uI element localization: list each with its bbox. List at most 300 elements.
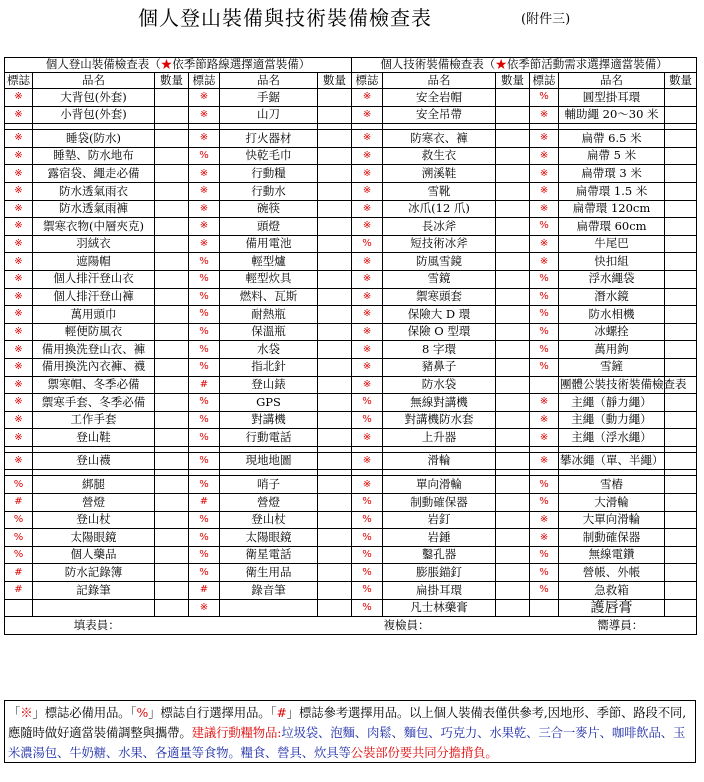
item-name: 圓型掛耳環 [559, 89, 665, 107]
item-name: 防水透氣雨褲 [33, 200, 155, 218]
mark-cell: ※ [5, 306, 33, 324]
mark-cell: ※ [352, 106, 383, 124]
item-name: 豬鼻子 [383, 358, 496, 376]
header-row [5, 73, 697, 89]
item-name: 衛生用品 [220, 564, 318, 582]
quantity-cell [318, 235, 352, 253]
item-name: 營燈 [220, 494, 318, 512]
item-name: 大背包(外套) [33, 89, 155, 107]
column-header: 標誌 [189, 73, 220, 89]
item-name: 快扣組 [559, 253, 665, 271]
column-header: 品名 [559, 73, 665, 89]
item-name: 牛尾巴 [559, 235, 665, 253]
mark-cell: % [5, 546, 33, 564]
shared-gear-note: 公裝部份要共同分擔揹負。 [350, 745, 498, 760]
quantity-cell [155, 476, 189, 494]
quantity-cell [155, 429, 189, 447]
quantity-cell [155, 106, 189, 124]
item-name: 登山杖 [220, 511, 318, 529]
mark-cell: % [189, 341, 220, 359]
mark-cell: ※ [352, 218, 383, 236]
left-section-title [5, 58, 352, 73]
mark-cell: % [352, 529, 383, 547]
mark-cell: # [189, 376, 220, 394]
mark-cell: ※ [530, 411, 559, 429]
mark-cell: # [5, 494, 33, 512]
mark-cell [5, 599, 33, 617]
item-name: 冰螺拴 [559, 323, 665, 341]
checklist-table [4, 57, 697, 635]
quantity-cell [665, 582, 697, 600]
item-name: 安全吊帶 [383, 106, 496, 124]
column-header: 標誌 [352, 73, 383, 89]
item-name: 制動確保器 [383, 494, 496, 512]
mark-cell: % [530, 89, 559, 107]
column-header: 標誌 [530, 73, 559, 89]
table-row [5, 147, 697, 165]
quantity-cell [665, 494, 697, 512]
mark-cell: ※ [189, 130, 220, 148]
item-name: 防水相機 [559, 306, 665, 324]
quantity-cell [496, 494, 530, 512]
filler-signature: 填表員： [5, 617, 189, 635]
mark-cell: ※ [530, 529, 559, 547]
quantity-cell [665, 564, 697, 582]
mark-cell: ※ [530, 106, 559, 124]
quantity-cell [155, 341, 189, 359]
quantity-cell [318, 452, 352, 470]
quantity-cell [155, 130, 189, 148]
item-name: 禦寒頭套 [383, 288, 496, 306]
mark-cell: % [352, 411, 383, 429]
mark-cell: ※ [530, 429, 559, 447]
mark-cell: ※ [352, 476, 383, 494]
table-row [5, 306, 697, 324]
quantity-cell [496, 599, 530, 617]
mark-cell: ※ [352, 323, 383, 341]
item-name: 對講機防水套 [383, 411, 496, 429]
mark-cell: ※ [530, 200, 559, 218]
mark-cell: % [5, 529, 33, 547]
mark-cell: ※ [352, 376, 383, 394]
title-bar [0, 2, 704, 32]
attachment-label: (附件三) [521, 12, 571, 27]
item-name: 登山鞋 [33, 429, 155, 447]
mark-cell: ※ [352, 306, 383, 324]
section-title-text: 個人登山裝備檢查表（ [45, 57, 161, 72]
mark-cell: % [189, 358, 220, 376]
quantity-cell [496, 358, 530, 376]
quantity-cell [318, 106, 352, 124]
item-name: 8 字環 [383, 341, 496, 359]
item-name: 制動確保器 [559, 529, 665, 547]
item-name: 輔助繩 20～30 米 [559, 106, 665, 124]
table-row [5, 476, 697, 494]
table-row [5, 89, 697, 107]
quantity-cell [155, 511, 189, 529]
quantity-cell [155, 323, 189, 341]
mark-cell: ※ [352, 288, 383, 306]
table-row [5, 358, 697, 376]
table-row [5, 511, 697, 529]
mark-cell: % [530, 323, 559, 341]
quantity-cell [665, 235, 697, 253]
section-title-text: 個人技術裝備檢查表（ [380, 57, 496, 72]
item-name: 主繩（浮水繩） [559, 429, 665, 447]
item-name: 上升器 [383, 429, 496, 447]
item-name: 扁帶 5 米 [559, 147, 665, 165]
mark-cell: ※ [5, 270, 33, 288]
item-name: 滑輪 [383, 452, 496, 470]
mark-cell: % [189, 411, 220, 429]
mark-cell: % [352, 546, 383, 564]
mark-cell: % [352, 599, 383, 617]
quantity-cell [318, 546, 352, 564]
mark-cell: ※ [5, 358, 33, 376]
item-name: 登山襪 [33, 452, 155, 470]
table-row [5, 564, 697, 582]
required-mark: ※ [20, 705, 33, 720]
mark-cell: ※ [5, 182, 33, 200]
quantity-cell [496, 411, 530, 429]
note-text: 」標誌參考選擇用品。以上個人裝備表僅供參考,因地形、季節、路段不同,應隨時做好適當裝備調整與攜帶。 [8, 705, 687, 740]
table-row [5, 529, 697, 547]
item-name: 耐熱瓶 [220, 306, 318, 324]
mark-cell: ※ [530, 182, 559, 200]
table-row [5, 394, 697, 412]
mark-cell: % [352, 511, 383, 529]
quantity-cell [665, 452, 697, 470]
mark-cell: ※ [5, 218, 33, 236]
quantity-cell [318, 394, 352, 412]
quantity-cell [496, 529, 530, 547]
item-name: 營燈 [33, 494, 155, 512]
quantity-cell [318, 529, 352, 547]
mark-cell: ※ [5, 147, 33, 165]
legend-notes [4, 700, 696, 763]
item-name: 個人排汗登山褲 [33, 288, 155, 306]
mark-cell: # [5, 564, 33, 582]
quantity-cell [496, 106, 530, 124]
mark-cell: ※ [5, 376, 33, 394]
quantity-cell [665, 599, 697, 617]
quantity-cell [155, 270, 189, 288]
quantity-cell [318, 494, 352, 512]
mark-cell: ※ [352, 182, 383, 200]
quantity-cell [496, 182, 530, 200]
quantity-cell [155, 494, 189, 512]
quantity-cell [155, 599, 189, 617]
quantity-cell [496, 376, 530, 394]
quantity-cell [665, 270, 697, 288]
mark-cell: % [189, 511, 220, 529]
mark-cell [530, 599, 559, 617]
item-name: 快乾毛巾 [220, 147, 318, 165]
quantity-cell [155, 235, 189, 253]
section-title-row [5, 58, 697, 73]
quantity-cell [496, 476, 530, 494]
mark-cell: % [189, 564, 220, 582]
item-name: 主繩（動力繩） [559, 411, 665, 429]
table-row [5, 106, 697, 124]
column-header: 數量 [318, 73, 352, 89]
mark-cell: ※ [189, 599, 220, 617]
quantity-cell [665, 429, 697, 447]
quantity-cell [496, 564, 530, 582]
mark-cell: % [189, 147, 220, 165]
mark-cell: ※ [5, 106, 33, 124]
item-name: 對講機 [220, 411, 318, 429]
mark-cell: % [530, 306, 559, 324]
quantity-cell [155, 358, 189, 376]
quantity-cell [665, 147, 697, 165]
item-name: 行動電話 [220, 429, 318, 447]
quantity-cell [318, 599, 352, 617]
item-name: 指北針 [220, 358, 318, 376]
item-name: 溯溪鞋 [383, 165, 496, 183]
quantity-cell [496, 452, 530, 470]
item-name: 雪樁 [559, 476, 665, 494]
mark-cell: % [189, 306, 220, 324]
quantity-cell [665, 394, 697, 412]
column-header: 數量 [665, 73, 697, 89]
mark-cell: % [530, 218, 559, 236]
item-name: 輕便防風衣 [33, 323, 155, 341]
mark-cell: ※ [530, 394, 559, 412]
table-row [5, 200, 697, 218]
table-row [5, 130, 697, 148]
mark-cell: % [5, 476, 33, 494]
page-title: 個人登山裝備與技術裝備檢查表 [138, 6, 432, 30]
mark-cell: % [530, 270, 559, 288]
item-name: 大單向滑輪 [559, 511, 665, 529]
quantity-cell [155, 411, 189, 429]
item-name: 燃料、瓦斯 [220, 288, 318, 306]
quantity-cell [665, 218, 697, 236]
item-name: 保險大 D 環 [383, 306, 496, 324]
quantity-cell [496, 253, 530, 271]
column-header: 數量 [496, 73, 530, 89]
star-icon: ★ [495, 57, 507, 72]
quantity-cell [318, 147, 352, 165]
mark-cell: ※ [352, 165, 383, 183]
mark-cell: ※ [189, 165, 220, 183]
mark-cell: % [530, 546, 559, 564]
quantity-cell [665, 253, 697, 271]
quantity-cell [496, 582, 530, 600]
quantity-cell [318, 341, 352, 359]
mark-cell: ※ [189, 200, 220, 218]
quantity-cell [318, 253, 352, 271]
table-row [5, 546, 697, 564]
quantity-cell [496, 429, 530, 447]
table-row [5, 182, 697, 200]
mark-cell: % [189, 270, 220, 288]
item-name: 防水袋 [383, 376, 496, 394]
item-name: 扁掛耳環 [383, 582, 496, 600]
item-name: 鑿孔器 [383, 546, 496, 564]
quantity-cell [318, 218, 352, 236]
snack-list: 垃圾袋、泡麵、肉鬆、麵包、巧克力、水果乾、三合一麥片、咖啡飲品、玉米濃湯包、牛奶糖、水果、各適量等食物。 [8, 725, 686, 760]
item-name: 衛星電話 [220, 546, 318, 564]
mark-cell: % [189, 429, 220, 447]
quantity-cell [318, 200, 352, 218]
quantity-cell [318, 511, 352, 529]
item-name: 冰爪(12 爪) [383, 200, 496, 218]
quantity-cell [665, 130, 697, 148]
right-section-title [352, 58, 697, 73]
quantity-cell [318, 306, 352, 324]
quantity-cell [318, 476, 352, 494]
quantity-cell [496, 89, 530, 107]
item-name: 小背包(外套) [33, 106, 155, 124]
mark-cell: ※ [5, 253, 33, 271]
item-name: 備用換洗內衣褲、襪 [33, 358, 155, 376]
item-name: 錄音筆 [220, 582, 318, 600]
quantity-cell [665, 323, 697, 341]
quantity-cell [496, 147, 530, 165]
mark-cell: ※ [5, 165, 33, 183]
item-name: 防寒衣、褲 [383, 130, 496, 148]
item-name: 綁腿 [33, 476, 155, 494]
item-name: 急救箱 [559, 582, 665, 600]
quantity-cell [496, 165, 530, 183]
item-name: 無線電鑽 [559, 546, 665, 564]
quantity-cell [496, 130, 530, 148]
column-header: 標誌 [5, 73, 33, 89]
mark-cell: % [530, 494, 559, 512]
table-row [5, 341, 697, 359]
mark-cell: % [189, 394, 220, 412]
mark-cell: ※ [5, 341, 33, 359]
item-name: 睡墊、防水地布 [33, 147, 155, 165]
quantity-cell [665, 165, 697, 183]
mark-cell: % [352, 582, 383, 600]
quantity-cell [665, 288, 697, 306]
table-row [5, 494, 697, 512]
item-name: 大滑輪 [559, 494, 665, 512]
quantity-cell [496, 200, 530, 218]
mark-cell: % [189, 253, 220, 271]
item-name: 岩錘 [383, 529, 496, 547]
quantity-cell [665, 182, 697, 200]
item-name: 山刀 [220, 106, 318, 124]
quantity-cell [318, 165, 352, 183]
quantity-cell [496, 270, 530, 288]
section-title-text: 依季節活動需求選擇適當裝備） [506, 57, 668, 72]
quantity-cell [155, 376, 189, 394]
quantity-cell [318, 323, 352, 341]
mark-cell: ※ [352, 270, 383, 288]
optional-mark: % [136, 705, 149, 720]
item-name: 膨脹錨釘 [383, 564, 496, 582]
item-name: 扁帶環 60cm [559, 218, 665, 236]
item-name [33, 599, 155, 617]
mark-cell: % [530, 582, 559, 600]
item-name: 扁帶環 120cm [559, 200, 665, 218]
item-name: 浮水繩袋 [559, 270, 665, 288]
mark-cell: ※ [5, 394, 33, 412]
mark-cell: # [189, 494, 220, 512]
quantity-cell [155, 200, 189, 218]
table-row [5, 323, 697, 341]
item-name: 記錄筆 [33, 582, 155, 600]
table-row [5, 253, 697, 271]
mark-cell: ※ [530, 511, 559, 529]
quantity-cell [665, 341, 697, 359]
mark-cell: ※ [352, 147, 383, 165]
item-name: 禦寒衣物(中層夾克) [33, 218, 155, 236]
item-name: 防水透氣雨衣 [33, 182, 155, 200]
snack-label: 建議行動糧物品: [191, 725, 282, 740]
item-name: 輕型炊具 [220, 270, 318, 288]
mark-cell: ※ [352, 200, 383, 218]
mark-cell: ※ [352, 358, 383, 376]
item-name: 睡袋(防水) [33, 130, 155, 148]
item-name: 雪靴 [383, 182, 496, 200]
quantity-cell [155, 394, 189, 412]
quantity-cell [318, 182, 352, 200]
mark-cell: ※ [530, 452, 559, 470]
item-name: 萬用鉤 [559, 341, 665, 359]
mark-cell: % [189, 288, 220, 306]
table-row [5, 429, 697, 447]
mark-cell: ※ [189, 235, 220, 253]
mark-cell: % [189, 529, 220, 547]
quantity-cell [496, 323, 530, 341]
quantity-cell [318, 358, 352, 376]
item-name: 打火器材 [220, 130, 318, 148]
item-name: 防水記錄簿 [33, 564, 155, 582]
item-name: 禦寒帽、冬季必備 [33, 376, 155, 394]
mark-cell: ※ [5, 200, 33, 218]
mark-cell: ※ [5, 411, 33, 429]
table-row [5, 165, 697, 183]
item-name: 防風雪鏡 [383, 253, 496, 271]
quantity-cell [496, 394, 530, 412]
item-name: GPS [220, 394, 318, 412]
item-name: 工作手套 [33, 411, 155, 429]
mark-cell: % [530, 564, 559, 582]
quantity-cell [665, 511, 697, 529]
quantity-cell [496, 306, 530, 324]
item-name: 救生衣 [383, 147, 496, 165]
item-name: 碗筷 [220, 200, 318, 218]
mark-cell: % [189, 476, 220, 494]
item-name: 現地地圖 [220, 452, 318, 470]
quantity-cell [155, 253, 189, 271]
item-name: 個人排汗登山衣 [33, 270, 155, 288]
item-name: 禦寒手套、冬季必備 [33, 394, 155, 412]
item-name: 備用換洗登山衣、褲 [33, 341, 155, 359]
item-name: 扁帶環 1.5 米 [559, 182, 665, 200]
mark-cell: ※ [189, 218, 220, 236]
table-row [5, 411, 697, 429]
mark-cell: % [530, 341, 559, 359]
item-name: 太陽眼鏡 [33, 529, 155, 547]
item-name: 頭燈 [220, 218, 318, 236]
quantity-cell [318, 582, 352, 600]
item-name: 水袋 [220, 341, 318, 359]
table-row [5, 218, 697, 236]
item-name: 備用電池 [220, 235, 318, 253]
item-name: 哨子 [220, 476, 318, 494]
item-name: 長冰斧 [383, 218, 496, 236]
item-name: 太陽眼鏡 [220, 529, 318, 547]
mark-cell: ※ [189, 182, 220, 200]
mark-cell: % [352, 564, 383, 582]
item-name: 行動水 [220, 182, 318, 200]
